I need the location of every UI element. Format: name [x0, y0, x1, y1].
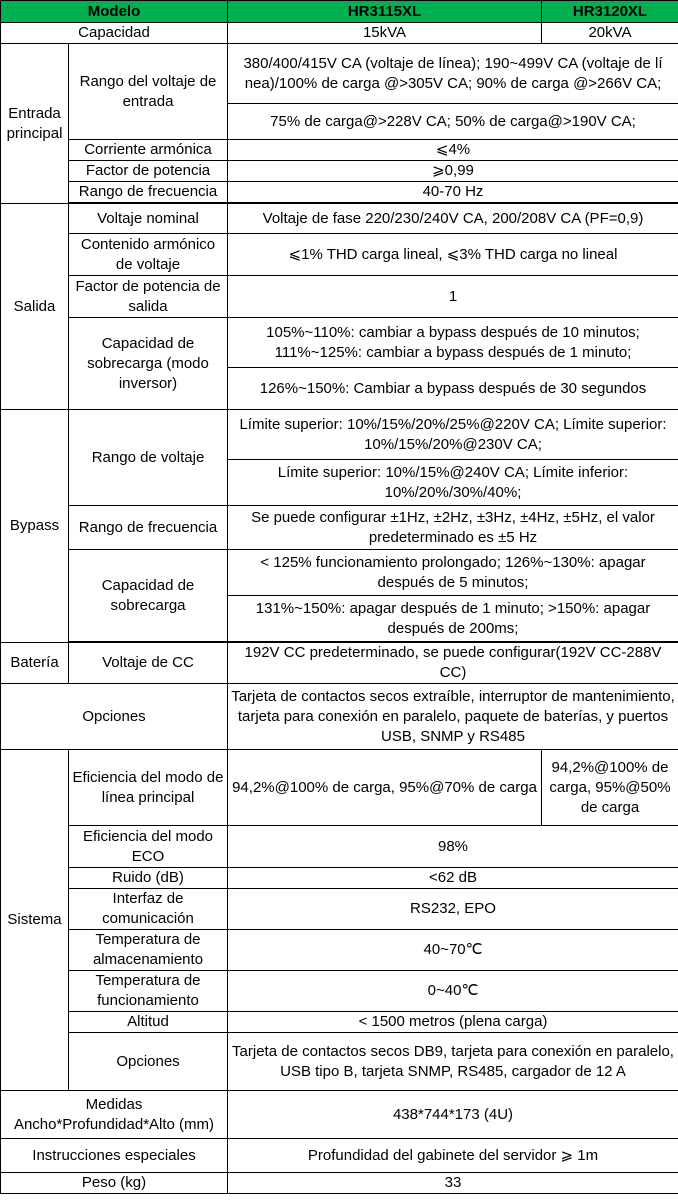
capacity-row [1, 23, 678, 44]
capacity-value-1: 15kVA [228, 23, 542, 44]
system-comm-row [1, 889, 678, 930]
output-nominal-row [1, 204, 678, 234]
input-frequency-label: Rango de frecuencia [69, 182, 228, 203]
system-altitude-value: < 1500 metros (plena carga) [228, 1012, 678, 1033]
output-pf-label: Factor de potencia de salida [69, 276, 228, 318]
system-storage-temp-row [1, 930, 678, 971]
dimensions-label [1, 1091, 228, 1139]
output-overload-value-1: 105%~110%: cambiar a bypass después de 10 minutos; 111%~125%: cambiar a bypass después de 1 minuto; [228, 318, 678, 368]
input-frequency-row [1, 182, 678, 203]
weight-value: 33 [228, 1173, 678, 1194]
system-main-efficiency-label: Eficiencia del modo de línea principal [69, 750, 228, 826]
system-options-label: Opciones [69, 1033, 228, 1091]
bypass-voltage-label: Rango de voltaje [69, 410, 228, 506]
system-altitude-row [1, 1012, 678, 1033]
dimensions-value: 438*744*173 (4U) [228, 1091, 678, 1139]
input-frequency-value: 40-70 Hz [228, 182, 678, 203]
system-eco-label: Eficiencia del modo ECO [69, 826, 228, 868]
special-value: Profundidad del gabinete del servidor ⩾ 1m [228, 1139, 678, 1173]
bypass-overload-value-2: 131%~150%: apagar después de 1 minuto; >150%: apagar después de 200ms; [228, 596, 678, 642]
system-altitude-label: Altitud [69, 1012, 228, 1033]
system-comm-label: Interfaz de comunicación [69, 889, 228, 930]
battery-row [1, 643, 678, 684]
output-nominal-label: Voltaje nominal [69, 204, 228, 234]
special-row [1, 1139, 678, 1173]
output-nominal-value: Voltaje de fase 220/230/240V CA, 200/208V CA (PF=0,9) [228, 204, 678, 234]
input-voltage-label: Rango del voltaje de entrada [69, 44, 228, 140]
input-voltage-value-1: 380/400/415V CA (voltaje de línea); 190~499V CA (voltaje de lí nea)/100% de carga @>305V CA; 90% de carga @>266V CA; [228, 44, 678, 104]
input-harmonic-value: ⩽4% [228, 140, 678, 161]
input-pf-value: ⩾0,99 [228, 161, 678, 182]
system-main-efficiency-value-1: 94,2%@100% de carga, 95%@70% de carga [228, 750, 542, 826]
system-noise-label: Ruido (dB) [69, 868, 228, 889]
system-main-efficiency-row [1, 750, 678, 826]
system-storage-temp-value: 40~70℃ [228, 930, 678, 971]
input-harmonic-row [1, 140, 678, 161]
dimensions-label-line1: Medidas [85, 1095, 143, 1113]
system-main-efficiency-value-2: 94,2%@100% de carga, 95%@50% de carga [542, 750, 678, 826]
output-pf-row [1, 276, 678, 318]
input-section-label: Entrada principal [1, 44, 69, 204]
system-eco-row [1, 826, 678, 868]
bypass-overload-row [1, 550, 678, 596]
capacity-value-2: 20kVA [542, 23, 678, 44]
bypass-voltage-row [1, 410, 678, 460]
input-pf-row [1, 161, 678, 182]
system-operating-temp-value: 0~40℃ [228, 971, 678, 1012]
bypass-voltage-value-2: Límite superior: 10%/15%@240V CA; Límite inferior: 10%/20%/30%/40%; [228, 460, 678, 506]
options-value: Tarjeta de contactos secos extraíble, interruptor de mantenimiento, tarjeta para conexión en paralelo, paquete de baterías, y puertos USB, SNMP y RS485 [228, 684, 678, 750]
input-pf-label: Factor de potencia [69, 161, 228, 182]
system-operating-temp-label: Temperatura de funcionamiento [69, 971, 228, 1012]
bypass-voltage-value-1: Límite superior: 10%/15%/20%/25%@220V CA; Límite superior: 10%/15%/20%@230V CA; [228, 410, 678, 460]
bypass-overload-value-1: < 125% funcionamiento prolongado; 126%~130%: apagar después de 5 minutos; [228, 550, 678, 596]
bypass-frequency-label: Rango de frecuencia [69, 506, 228, 550]
header-model: Modelo [1, 1, 228, 23]
output-harmonic-label: Contenido armónico de voltaje [69, 234, 228, 276]
battery-section-label: Batería [1, 643, 69, 684]
bypass-frequency-row [1, 506, 678, 550]
bypass-section-label: Bypass [1, 410, 69, 643]
input-voltage-value-2: 75% de carga@>228V CA; 50% de carga@>190V CA; [228, 104, 678, 140]
system-comm-value: RS232, EPO [228, 889, 678, 930]
header-model-1: HR3115XL [228, 1, 542, 23]
special-label: Instrucciones especiales [1, 1139, 228, 1173]
battery-dc-label: Voltaje de CC [69, 643, 228, 684]
header-model-2: HR3120XL [542, 1, 678, 23]
output-overload-row [1, 318, 678, 368]
system-section-label: Sistema [1, 750, 69, 1091]
system-eco-value: 98% [228, 826, 678, 868]
output-section-label: Salida [1, 204, 69, 410]
capacity-label: Capacidad [1, 23, 228, 44]
system-noise-row [1, 868, 678, 889]
output-harmonic-row [1, 234, 678, 276]
system-noise-value: <62 dB [228, 868, 678, 889]
output-overload-label: Capacidad de sobrecarga (modo inversor) [69, 318, 228, 410]
bypass-frequency-value: Se puede configurar ±1Hz, ±2Hz, ±3Hz, ±4Hz, ±5Hz, el valor predeterminado es ±5 Hz [228, 506, 678, 550]
options-row [1, 684, 678, 750]
weight-row [1, 1173, 678, 1194]
output-pf-value: 1 [228, 276, 678, 318]
system-operating-temp-row [1, 971, 678, 1012]
output-harmonic-value: ⩽1% THD carga lineal, ⩽3% THD carga no lineal [228, 234, 678, 276]
bypass-overload-label: Capacidad de sobrecarga [69, 550, 228, 642]
dimensions-label-line2: Ancho*Profundidad*Alto (mm) [13, 1115, 215, 1133]
input-harmonic-label: Corriente armónica [69, 140, 228, 161]
weight-label: Peso (kg) [1, 1173, 228, 1194]
output-overload-value-2: 126%~150%: Cambiar a bypass después de 30 segundos [228, 368, 678, 410]
system-options-row [1, 1033, 678, 1091]
battery-dc-value: 192V CC predeterminado, se puede configurar(192V CC-288V CC) [228, 643, 678, 684]
header-row [1, 1, 678, 23]
dimensions-row [1, 1091, 678, 1139]
system-options-value: Tarjeta de contactos secos DB9, tarjeta para conexión en paralelo, USB tipo B, tarjeta SNMP, RS485, cargador de 12 A [228, 1033, 678, 1091]
system-storage-temp-label: Temperatura de almacenamiento [69, 930, 228, 971]
options-label: Opciones [1, 684, 228, 750]
input-voltage-row [1, 44, 678, 104]
